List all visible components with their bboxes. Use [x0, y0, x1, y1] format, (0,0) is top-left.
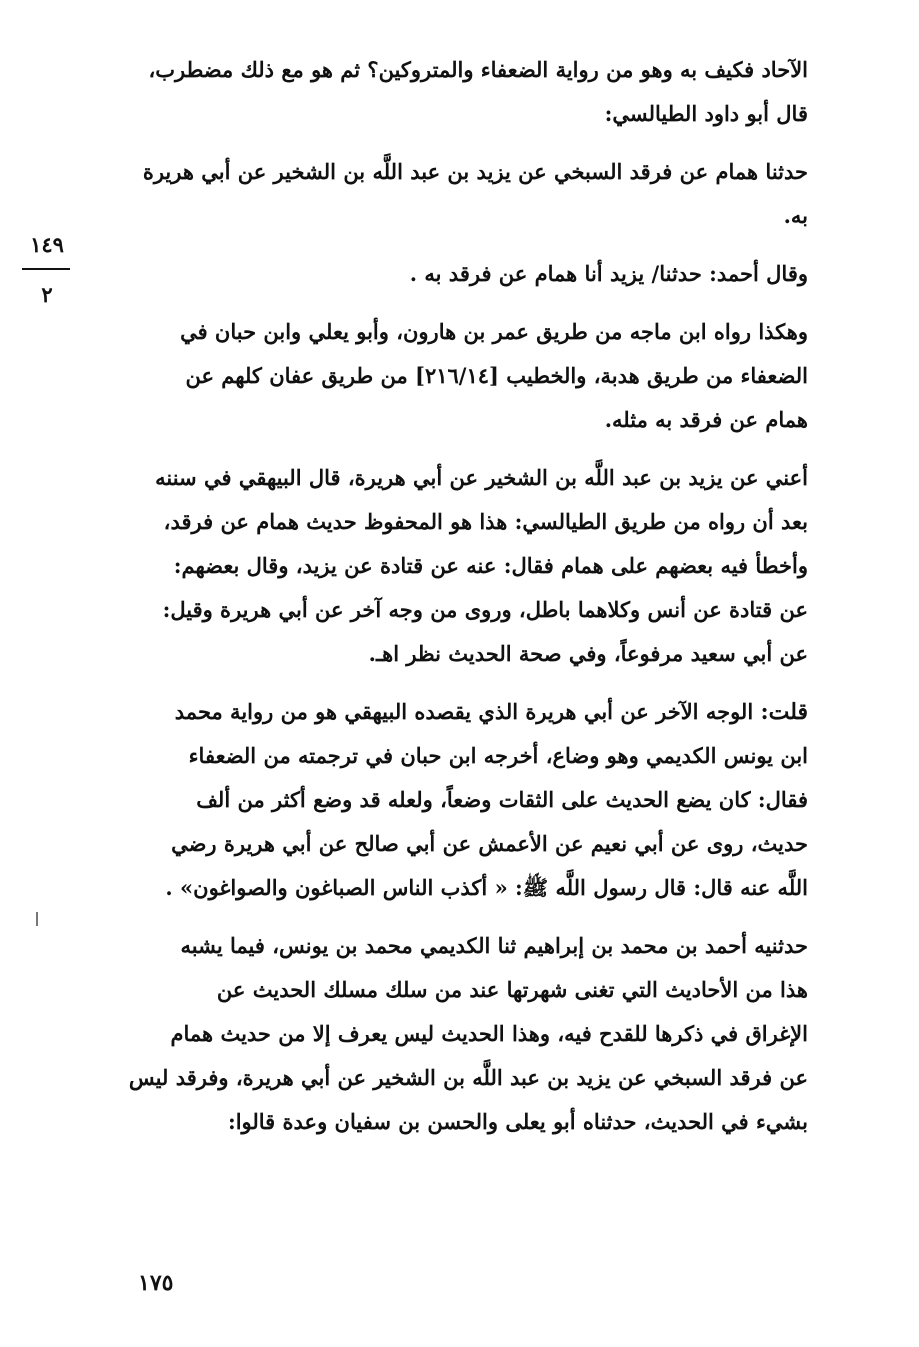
main-text [100, 48, 808, 1144]
text-line: حدثنيه أحمد بن محمد بن إبراهيم ثنا الكديمي محمد بن يونس، فيما يشبه [180, 933, 808, 958]
margin-volume-page: ١٤٩ [30, 232, 64, 257]
text-line: الوجه الآخر عن أبي هريرة الذي يقصده البيهقي هو من رواية محمد [174, 699, 754, 724]
text-line: عن قتادة عن أنس وكلاهما باطل، وروى من وجه آخر عن أبي هريرة وقيل: [162, 597, 808, 622]
text-line: به. [783, 203, 808, 228]
text-line: أعني عن يزيد بن عبد اللَّه بن الشخير عن أبي هريرة، قال البيهقي في سننه [155, 465, 808, 490]
text-line-with-lead [100, 690, 808, 734]
margin-part: ٢ [41, 282, 53, 307]
margin-divider [22, 268, 70, 270]
text-line: هذا من الأحاديث التي تغنى شهرتها عند من سلك مسلك الحديث عن [216, 977, 808, 1002]
text-line: حدثنا همام عن فرقد السبخي عن يزيد بن عبد اللَّه بن الشخير عن أبي هريرة [142, 159, 808, 184]
text-line: عن أبي سعيد مرفوعاً، وفي صحة الحديث نظر اهـ. [368, 641, 808, 666]
text-line: ابن يونس الكديمي وهو وضاع، أخرجه ابن حبان في ترجمته من الضعفاء [188, 743, 808, 768]
text-line: حديث، روى عن أبي نعيم عن الأعمش عن أبي صالح عن أبي هريرة رضي [171, 831, 808, 856]
text-line: وقال أحمد: حدثنا/ يزيد أنا همام عن فرقد به . [409, 261, 808, 286]
text-line: بشيء في الحديث، حدثناه أبو يعلى والحسن بن سفيان وعدة قالوا: [227, 1109, 808, 1134]
paragraph-6 [100, 690, 808, 910]
text-line: وهكذا رواه ابن ماجه من طريق عمر بن هارون، وأبو يعلي وابن حبان في [180, 319, 808, 344]
text-line: عن فرقد السبخي عن يزيد بن عبد اللَّه بن الشخير عن أبي هريرة، وفرقد ليس [128, 1065, 808, 1090]
text-line: بعد أن رواه من طريق الطيالسي: هذا هو المحفوظ حديث همام عن فرقد، [163, 509, 808, 534]
scan-speck [36, 912, 38, 926]
page-number: ١٧٥ [138, 1270, 174, 1296]
lead-word: قلت: [760, 699, 808, 725]
text-line: الإغراق في ذكرها للقدح فيه، وهذا الحديث ليس يعرف إلا من حديث همام [170, 1021, 808, 1046]
text-line: قال أبو داود الطيالسي: [604, 101, 808, 126]
paragraph-4 [100, 310, 808, 442]
text-line: الضعفاء من طريق هدبة، والخطيب [٢١٦/١٤] من طريق عفان كلهم عن [185, 363, 808, 388]
text-line: وأخطأ فيه بعضهم على همام فقال: عنه عن قتادة عن يزيد، وقال بعضهم: [173, 553, 808, 578]
text-line: همام عن فرقد به مثله. [604, 407, 808, 432]
text-line: الآحاد فكيف به وهو من رواية الضعفاء والمتروكين؟ ثم هو مع ذلك مضطرب، [148, 57, 808, 82]
paragraph-1 [100, 48, 808, 136]
paragraph-3 [100, 252, 808, 296]
paragraph-5 [100, 456, 808, 676]
paragraph-7 [100, 924, 808, 1144]
paragraph-2 [100, 150, 808, 238]
text-line: فقال: كان يضع الحديث على الثقات وضعاً، ولعله قد وضع أكثر من ألف [196, 787, 808, 812]
text-line: اللَّه عنه قال: قال رسول اللَّه ﷺ: « أكذب الناس الصباغون والصواغون» . [165, 875, 808, 900]
